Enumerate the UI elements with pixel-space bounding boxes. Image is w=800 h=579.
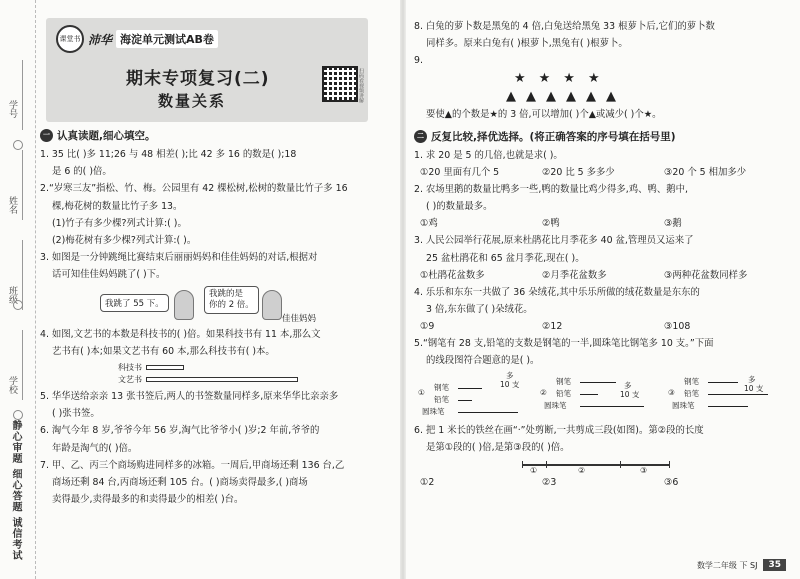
margin-line <box>22 240 23 310</box>
choice-6 <box>414 422 786 456</box>
margin-line <box>22 150 23 220</box>
option[interactable]: ②12 <box>542 321 563 333</box>
wire-tick <box>620 461 621 468</box>
segment-line <box>708 382 738 383</box>
question-text: 3. 如图是一分钟跳绳比赛结束后丽丽妈妈和佳佳妈妈的对话,根据对 <box>40 252 318 264</box>
dialogue-illustration <box>100 286 395 324</box>
segment-label: 钢笔 <box>434 382 449 392</box>
question-text: 要使▲的个数是★的 3 倍,可以增加( )个▲或减少( )个★。 <box>426 108 662 120</box>
segment-label: 圆珠笔 <box>672 400 695 410</box>
choice-3 <box>414 232 786 266</box>
segment-line <box>580 382 616 383</box>
segment-line <box>458 388 482 389</box>
option[interactable]: ③20 个 5 相加多少 <box>664 167 747 179</box>
segment-label: 10 支 <box>620 389 640 399</box>
question-text: 5.“钢笔有 28 支,铅笔的支数是钢笔的一半,圆珠笔比钢笔多 10 支。”下面 <box>414 338 714 350</box>
question-text: ( )张书签。 <box>52 408 100 420</box>
question-text: 卖得最少,卖得最多的和卖得最少的相差( )台。 <box>52 494 244 506</box>
segment-number: ③ <box>640 466 648 476</box>
segment-label: 圆珠笔 <box>422 406 445 416</box>
brand-series: 海淀单元测试AB卷 <box>116 30 218 48</box>
question-text: 9. <box>414 55 423 67</box>
page-title: 期末专项复习(二) <box>126 69 270 89</box>
segment-line <box>458 400 472 401</box>
segment-number: ① <box>530 466 538 476</box>
question-text: 6. 把 1 米长的铁丝在画“·”处剪断,一共剪成三段(如图)。第②段的长度 <box>414 424 704 436</box>
section-1-title: 认真读题,细心填空。 <box>57 130 156 142</box>
choice-5 <box>414 335 786 369</box>
question-7 <box>40 457 395 509</box>
option-marker: ② <box>540 387 547 397</box>
choice-4-options <box>414 318 786 335</box>
exam-slogan: 静心审题 细心答题 诚信考试 <box>10 420 21 561</box>
segment-label: 钢笔 <box>684 376 699 386</box>
option[interactable]: ①杜鹃花盆数多 <box>420 269 485 281</box>
qr-caption: 扫码看视频讲解 <box>358 68 364 103</box>
option[interactable]: ①2 <box>420 477 435 489</box>
segment-number: ② <box>578 466 586 476</box>
segment-label: 铅笔 <box>556 388 571 398</box>
margin-label-student-no: 学号 <box>7 100 17 118</box>
wire-line <box>522 464 670 466</box>
margin-label-name: 姓名 <box>7 196 17 214</box>
option[interactable]: ①20 里面有几个 5 <box>420 167 500 179</box>
stars-row: ★★★★ <box>514 70 613 86</box>
option[interactable]: ①鸡 <box>420 218 438 230</box>
jiajia-mom-figure <box>262 290 282 320</box>
question-text: ( )的数量最多。 <box>426 201 493 213</box>
right-page <box>414 18 786 491</box>
binding-hole-mark <box>13 140 23 150</box>
option[interactable]: ③108 <box>664 321 691 333</box>
bar-label: 科技书 <box>118 363 142 373</box>
question-text: 25 盆杜鹃花和 65 盆月季花,现在( )。 <box>426 252 585 264</box>
question-1 <box>40 146 395 180</box>
question-text: 棵,梅花树的数量比竹子多 13。 <box>52 200 183 212</box>
question-text: (1)竹子有多少棵?列式计算:( )。 <box>52 217 187 229</box>
option-marker: ① <box>418 387 425 397</box>
question-text: 1. 求 20 是 5 的几倍,也就是求( )。 <box>414 149 563 161</box>
question-text: 1. 35 比( )多 11;26 与 48 相差( );比 42 多 16 的数是( );18 <box>40 149 297 160</box>
question-text: 年龄是淘气的( )倍。 <box>52 442 138 454</box>
choice-1-options <box>414 164 786 181</box>
question-text: 4. 乐乐和东东一共做了 36 朵绒花,其中乐乐所做的绒花数量是东东的 <box>414 286 700 298</box>
wire-tick <box>546 461 547 468</box>
wire-tick <box>522 461 523 468</box>
option[interactable]: ②月季花盆数多 <box>542 269 607 281</box>
section-2-title: 反复比较,择优选择。(将正确答案的序号填在括号里) <box>431 130 676 143</box>
triangles-row: ▲▲▲▲▲▲ <box>506 88 626 104</box>
brand <box>56 26 218 52</box>
lili-mom-figure <box>174 290 194 320</box>
question-4 <box>40 326 395 360</box>
question-text: 艺书有( )本;如果文艺书有 60 本,那么科技书有( )本。 <box>52 345 275 357</box>
left-page <box>40 18 395 508</box>
bar-row-literature <box>118 374 298 385</box>
choice-1 <box>414 147 786 164</box>
page-subtitle: 数量关系 <box>158 92 227 110</box>
bar-literature <box>146 377 298 382</box>
binding-hole-mark <box>13 410 23 420</box>
header-banner <box>46 18 368 122</box>
segment-line <box>580 406 644 407</box>
brand-name: 沛华 <box>88 32 113 47</box>
section-2-heading <box>414 129 786 144</box>
choice-2-options <box>414 215 786 232</box>
bar-science <box>146 365 184 370</box>
margin-line <box>22 330 23 400</box>
binding-hole-mark <box>13 300 23 310</box>
segment-label: 10 支 <box>744 383 764 393</box>
section-1-heading <box>40 128 395 143</box>
segment-label: 多 <box>748 374 756 384</box>
question-5 <box>40 388 395 422</box>
option[interactable]: ②3 <box>542 477 557 489</box>
wire-tick <box>669 461 670 468</box>
segment-label: 10 支 <box>500 379 520 389</box>
question-text: 话可知佳佳妈妈跳了( )下。 <box>52 269 166 281</box>
wire-diagram <box>522 456 670 474</box>
margin-line <box>22 60 23 130</box>
choice-3-options <box>414 267 786 284</box>
segment-label: 圆珠笔 <box>544 400 567 410</box>
option[interactable]: ②20 比 5 多多少 <box>542 167 615 179</box>
question-text: 7. 甲、乙、丙三个商场购进同样多的冰箱。一周后,甲商场还剩 136 台,乙 <box>40 459 345 471</box>
margin-label-class: 班级 <box>7 286 17 304</box>
question-9 <box>414 52 786 69</box>
option[interactable]: ③鹅 <box>664 218 682 230</box>
speech-bubble-lili-mom: 我跳了 55 下。 <box>100 294 169 312</box>
question-3 <box>40 249 395 283</box>
question-text: 2. 农场里鹅的数量比鸭多一些,鸭的数量比鸡少得多,鸡、鸭、鹅中, <box>414 184 688 196</box>
question-text: 是 6 的( )倍。 <box>52 166 112 178</box>
choice-4 <box>414 284 786 318</box>
page-number: 35 <box>763 559 786 571</box>
option[interactable]: ②鸭 <box>542 218 560 230</box>
bar-row-science <box>118 362 184 373</box>
page-fold <box>400 0 406 579</box>
segment-label: 铅笔 <box>434 394 449 404</box>
segment-line <box>458 412 518 413</box>
segment-line <box>708 394 768 395</box>
segment-diagrams <box>414 370 786 422</box>
question-text: 商场还剩 84 台,丙商场还剩 105 台。( )商场卖得最多,( )商场 <box>52 477 308 489</box>
question-text: 3 倍,东东做了( )朵绒花。 <box>426 304 533 316</box>
option[interactable]: ①9 <box>420 321 435 333</box>
section-badge: 二 <box>414 130 427 143</box>
qr-code-icon[interactable] <box>322 66 358 102</box>
question-text: 是第①段的( )倍,是第③段的( )倍。 <box>426 441 570 453</box>
margin-label-school: 学校 <box>7 376 17 394</box>
question-text: 6. 淘气今年 8 岁,爷爷今年 56 岁,淘气比爷爷小( )岁;2 年前,爷爷的 <box>40 425 320 437</box>
question-text: 同样多。原来白兔有( )根萝卜,黑兔有( )根萝卜。 <box>426 38 628 50</box>
question-6 <box>40 422 395 456</box>
speech-bubble-jiajia-mom: 我跳的是 你的 2 倍。 <box>204 286 259 314</box>
question-text: 3. 人民公园举行花展,原来杜鹃花比月季花多 40 盆,管理员又运来了 <box>414 235 694 247</box>
segment-label: 多 <box>624 380 632 390</box>
section-badge: 一 <box>40 129 53 142</box>
binding-margin <box>0 0 36 579</box>
option[interactable]: ③6 <box>664 477 679 489</box>
page-footer <box>697 559 786 571</box>
footer-text: 数学二年级 下 SJ <box>696 560 758 570</box>
question-text: (2)梅花树有多少棵?列式计算:( )。 <box>52 235 197 247</box>
person-label: 佳佳妈妈 <box>282 313 317 324</box>
choice-6-options <box>414 474 786 491</box>
question-9-text <box>414 106 786 123</box>
segment-label: 多 <box>506 370 514 380</box>
question-8 <box>414 18 786 52</box>
question-text: 的线段图符合题意的是( )。 <box>426 355 540 367</box>
question-2 <box>40 180 395 249</box>
question-text: 8. 白兔的萝卜数是黑兔的 4 倍,白兔送给黑兔 33 根萝卜后,它们的萝卜数 <box>414 21 715 32</box>
brand-logo: 课堂书 <box>56 25 84 53</box>
question-text: 5. 华华送给亲亲 13 张书签后,两人的书签数量同样多,原来华华比亲亲多 <box>40 391 339 403</box>
segment-label: 铅笔 <box>684 388 699 398</box>
question-text: 2.“岁寒三友”指松、竹、梅。公园里有 42 棵松树,松树的数量比竹子多 16 <box>40 183 348 195</box>
option[interactable]: ③两种花盆数同样多 <box>664 269 748 281</box>
bar-label: 文艺书 <box>118 375 142 385</box>
question-text: 4. 如图,文艺书的本数是科技书的( )倍。如果科技书有 11 本,那么文 <box>40 328 321 340</box>
option-marker: ③ <box>668 387 675 397</box>
segment-label: 钢笔 <box>556 376 571 386</box>
segment-line <box>580 394 598 395</box>
choice-2 <box>414 181 786 215</box>
bar-diagram <box>118 362 395 386</box>
segment-line <box>708 406 748 407</box>
